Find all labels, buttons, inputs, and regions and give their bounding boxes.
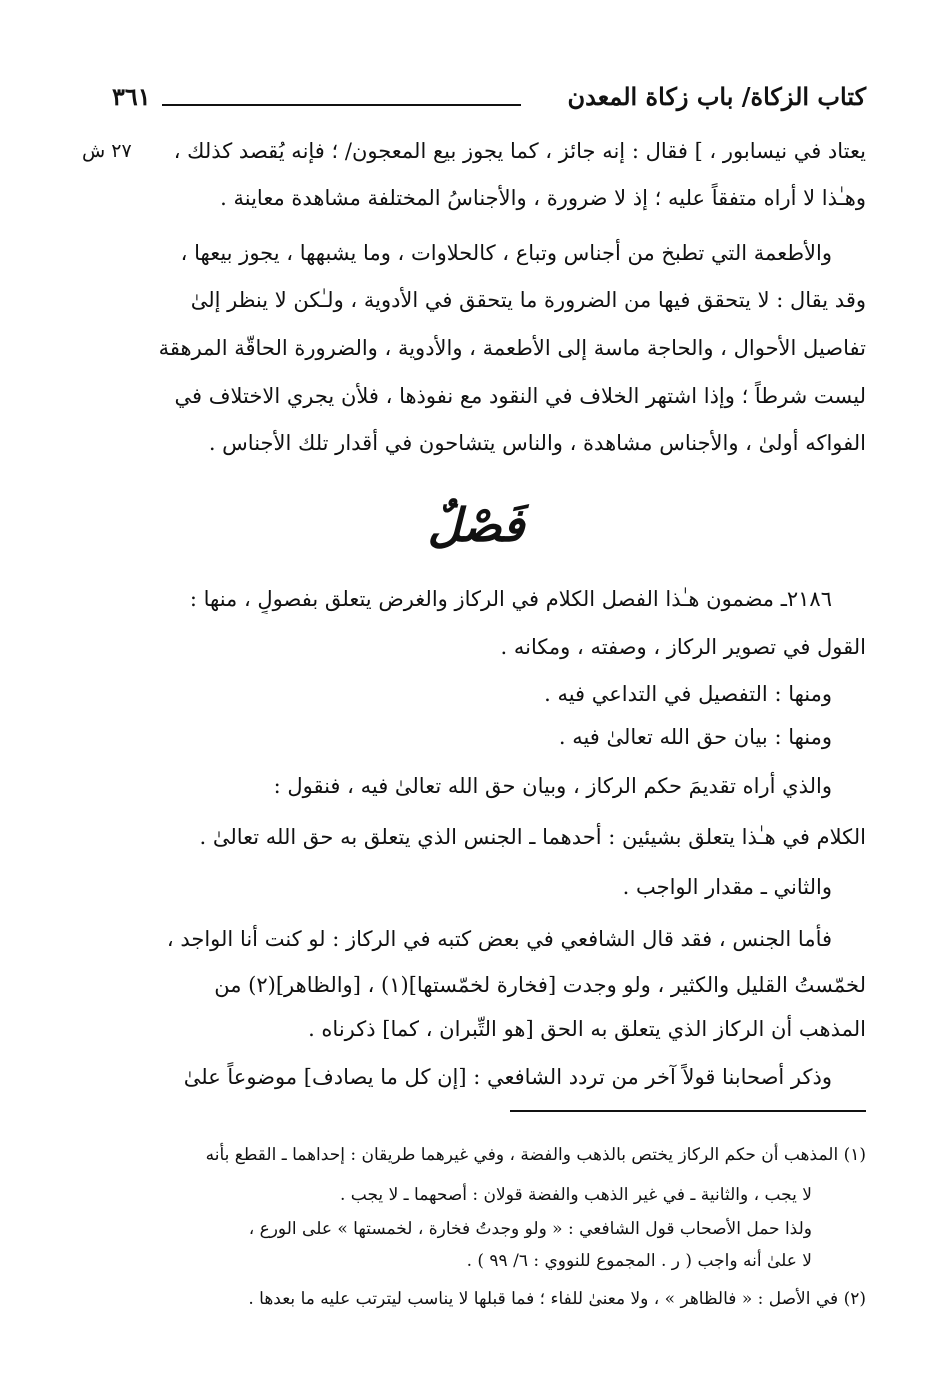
footnote-line: (٢) في الأصل : « فالظاهر » ، ولا معنىٰ للفاء ؛ فما قبلها لا يناسب ليترتب عليه ما بعدها . <box>248 1289 866 1309</box>
section-heading: فَصْلٌ <box>427 498 525 552</box>
section-line: والذي أراه تقديمَ حكم الركاز ، وبيان حق الله تعالىٰ فيه ، فنقول : <box>273 774 832 798</box>
section-line: ومنها : التفصيل في التداعي فيه . <box>544 682 832 706</box>
body-line: ليست شرطاً ؛ وإذا اشتهر الخلاف في النقود مع نفوذها ، فلأن يجري الاختلاف في <box>174 384 866 408</box>
body-line: وقد يقال : لا يتحقق فيها من الضرورة ما يتحقق في الأدوية ، ولـٰكن لا ينظر إلىٰ <box>190 288 866 312</box>
section-line: المذهب أن الركاز الذي يتعلق به الحق [هو التِّبران ، كما] ذكرناه . <box>308 1017 866 1041</box>
body-line: يعتاد في نيسابور ، ] فقال : إنه جائز ، كما يجوز بيع المعجون/ ؛ فإنه يُقصد كذلك ، <box>173 139 866 163</box>
footnote-line: لا يجب ، والثانية ـ في غير الذهب والفضة قولان : أصحهما ـ لا يجب . <box>339 1185 812 1205</box>
body-line: وهـٰذا لا أراه متفقاً عليه ؛ إذ لا ضرورة ، والأجناسُ المختلفة مشاهدة معاينة . <box>220 186 866 210</box>
section-line: والثاني ـ مقدار الواجب . <box>622 875 832 899</box>
footnote-line: لا علىٰ أنه واجب ( ر . المجموع للنووي : ٦/ ٩٩ ) . <box>466 1251 812 1271</box>
footnote-line: ولذا حمل الأصحاب قول الشافعي : « ولو وجدتُ فخارة ، لخمستها » على الورع ، <box>248 1219 812 1239</box>
header-rule <box>162 104 521 106</box>
footnote-rule <box>510 1110 866 1112</box>
body-line: تفاصيل الأحوال ، والحاجة ماسة إلى الأطعمة ، والأدوية ، والضرورة الحاقّة المرهقة <box>158 336 866 360</box>
body-line: الفواكه أولىٰ ، والأجناس مشاهدة ، والناس يتشاحون في أقدار تلك الأجناس . <box>208 431 866 455</box>
section-line: فأما الجنس ، فقد قال الشافعي في بعض كتبه في الركاز : لو كنت أنا الواجد ، <box>166 927 832 951</box>
page-header <box>112 82 866 122</box>
footnote-line: (١) المذهب أن حكم الركاز يختص بالذهب والفضة ، وفي غيرهما طريقان : إحداهما ـ القطع بأنه <box>205 1145 866 1165</box>
section-line: القول في تصوير الركاز ، وصفته ، ومكانه . <box>500 635 866 659</box>
page-number: ٣٦١ <box>112 82 151 111</box>
running-title: كتاب الزكاة/ باب زكاة المعدن <box>567 82 866 111</box>
margin-note: ٢٧ ش <box>82 140 132 162</box>
section-line: ومنها : بيان حق الله تعالىٰ فيه . <box>558 725 832 749</box>
section-line: ٢١٨٦ـ مضمون هـٰذا الفصل الكلام في الركاز والغرض يتعلق بفصولٍ ، منها : <box>189 587 832 611</box>
section-line: لخمّستُ القليل والكثير ، ولو وجدت [فخارة لخمّستها](١) ، [والظاهر](٢) من <box>214 973 866 997</box>
section-line: الكلام في هـٰذا يتعلق بشيئين : أحدهما ـ الجنس الذي يتعلق به حق الله تعالىٰ . <box>199 825 866 849</box>
body-line: والأطعمة التي تطبخ من أجناس وتباع ، كالحلاوات ، وما يشبهها ، يجوز بيعها ، <box>180 241 832 265</box>
section-line: وذكر أصحابنا قولاً آخر من تردد الشافعي : [إن كل ما يصادف] موضوعاً علىٰ <box>183 1065 832 1089</box>
